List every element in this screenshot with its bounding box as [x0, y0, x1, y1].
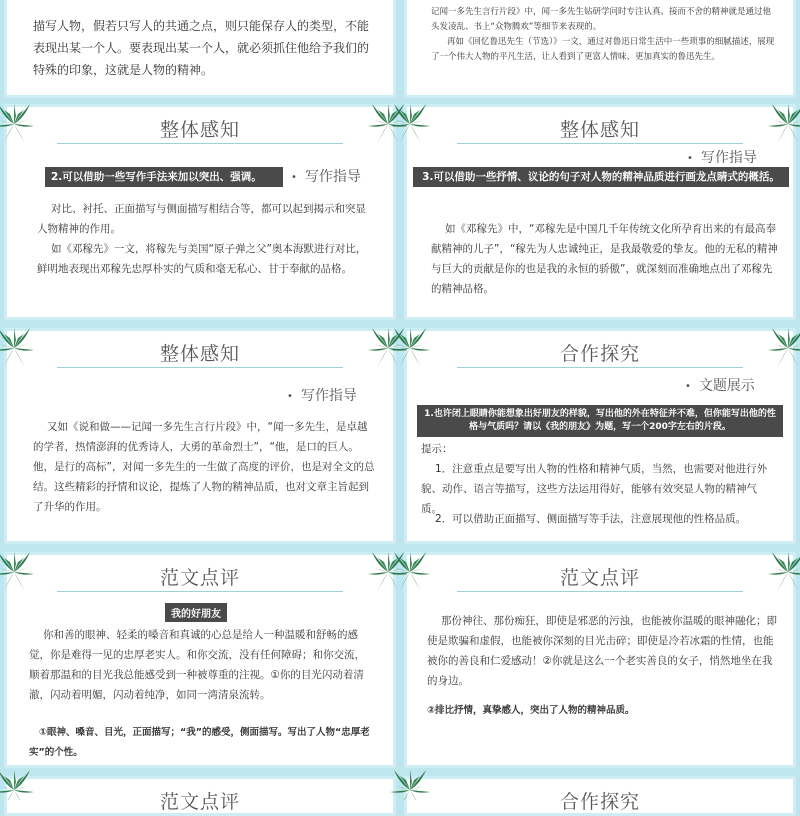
title-rule [57, 367, 343, 368]
section-tag [291, 166, 361, 186]
hint-label: 提示： [421, 443, 453, 455]
slide-title: 整体感知 [559, 119, 640, 141]
slide-title: 整体感知 [159, 343, 240, 365]
slide-4-p1: 如《邓稼先》中，“邓稼先是中国几千年传统文化所孕育出来的有最高奉献精神的儿子”，“稼先为人忠诚纯正，是我最敬爱的挚友。他的无私的精神与巨大的贡献是你的也是我的永恒的骄傲”，就深刻而准确地点出了邓稼先的精神品格。 [431, 223, 778, 295]
title-rule [457, 143, 743, 144]
slide-6 [404, 328, 796, 544]
section-tag [685, 375, 755, 395]
slide-4 [404, 104, 796, 320]
bullet-icon: • [685, 380, 691, 392]
slide-title: 范文点评 [559, 567, 640, 589]
section-banner: 3.可以借助一些抒情、议论的句子对人物的精神品质进行画龙点睛式的概括。 [413, 167, 789, 187]
slide-10 [404, 776, 796, 816]
title-rule [57, 591, 343, 592]
slide-title: 合作探究 [559, 343, 640, 365]
slide-8-note: ②排比抒情，真挚感人，突出了人物的精神品质。 [427, 705, 635, 716]
slide-8-p1: 那份神往、那份痴狂，即使是邪恶的污浊，也能被你温暖的眼神融化；即使是欺骗和虚假，也能被你深刻的目光击碎；即使是冷若冰霜的性情，也能被你的善良和仁爱感动！②你就是这么一个老实善良的女子，悄然地坐在我的身边。 [427, 615, 777, 687]
tag-label: 写作指导 [700, 150, 757, 166]
slide-title: 范文点评 [159, 567, 240, 589]
slide-title: 合作探究 [559, 791, 640, 813]
tag-label: 写作指导 [304, 169, 361, 185]
tag-label: 写作指导 [300, 388, 357, 404]
section-tag [687, 147, 757, 167]
slide-6-p2: 2．可以借助正面描写、侧面描写等手法，注意展现他的性格品质。 [435, 513, 747, 525]
slide-2 [404, 0, 796, 98]
title-rule [57, 143, 343, 144]
article-heading: 我的好朋友 [165, 603, 227, 622]
section-tag [287, 385, 357, 405]
section-banner: 1.也许闭上眼睛你能想象出好朋友的样貌，写出他的外在特征并不难，但你能写出他的性格与气质吗？请以《我的朋友》为题，写一个200字左右的片段。 [417, 405, 783, 437]
tag-label: 文题展示 [698, 378, 755, 394]
bullet-icon: • [287, 390, 293, 402]
slide-2-line1: 记闻一多先生言行片段》中，闻一多先生钻研学问时专注认真、接而不舍的精神就是通过他头发凌乱、书上“众物腾欢”等细节来表现的。 [431, 7, 772, 32]
slide-9 [4, 776, 396, 816]
slide-3-p2: 如《邓稼先》一文，将稼先与美国“原子弹之父”奥本海默进行对比，鲜明地表现出邓稼先忠厚朴实的气质和毫无私心、甘于奉献的品格。 [37, 243, 367, 275]
slide-8 [404, 552, 796, 768]
slide-7 [4, 552, 396, 768]
slide-5 [4, 328, 396, 544]
title-rule [457, 367, 743, 368]
slide-title: 整体感知 [159, 119, 240, 141]
slide-3 [4, 104, 396, 320]
slide-6-p1: 1．注意重点是要写出人物的性格和精神气质，当然，也需要对他进行外貌、动作、语言等描写，这些方法运用得好，能够有效突显人物的精神气质。 [421, 463, 768, 515]
slide-3-p1: 对比、衬托、正面描写与侧面描写相结合等，都可以起到揭示和突显人物精神的作用。 [37, 203, 366, 235]
slide-1 [4, 0, 396, 98]
slide-1-text: 描写人物，假若只写人的共通之点，则只能保存人的类型，不能表现出某一个人。要表现出某一个人，就必须抓住他给予我们的特殊的印象，这就是人物的精神。 [33, 19, 370, 77]
bullet-icon: • [687, 152, 693, 164]
slide-7-p1: 你和善的眼神、轻柔的嗓音和真诚的心总是给人一种温暖和舒畅的感觉，你是难得一见的忠厚老实人。和你交流，没有任何障碍；和你交流，顺着那温和的目光我总能感受到一种被尊重的注视。①你的目光闪动着清澈，闪动着明媚，闪动着纯净，如同一湾清泉流转。 [29, 629, 365, 701]
slide-5-p1: 又如《说和做——记闻一多先生言行片段》中，“闻一多先生，是卓越的学者，热情澎湃的优秀诗人，大勇的革命烈士”，“他，是口的巨人。他，是行的高标”，对闻一多先生的一生做了高度的评价，也是对全文的总结。这些精彩的抒情和议论，提炼了人物的精神品质，也对文章主旨起到了升华的作用。 [33, 421, 375, 513]
section-banner: 2.可以借助一些写作手法来加以突出、强调。 [45, 167, 283, 187]
bullet-icon: • [291, 171, 297, 183]
slide-title: 范文点评 [159, 791, 240, 813]
title-rule [457, 591, 743, 592]
slide-7-note: ①眼神、嗓音、目光，正面描写；“我”的感受，侧面描写。写出了人物“忠厚老实”的个性。 [29, 727, 370, 758]
slide-2-line2: 再如《回忆鲁迅先生（节选）》一文，通过对鲁迅日常生活中一些琐事的细腻描述，展现了一个伟大人物的平凡生活，让人看到了更富人情味、更加真实的鲁迅先生。 [431, 37, 775, 62]
